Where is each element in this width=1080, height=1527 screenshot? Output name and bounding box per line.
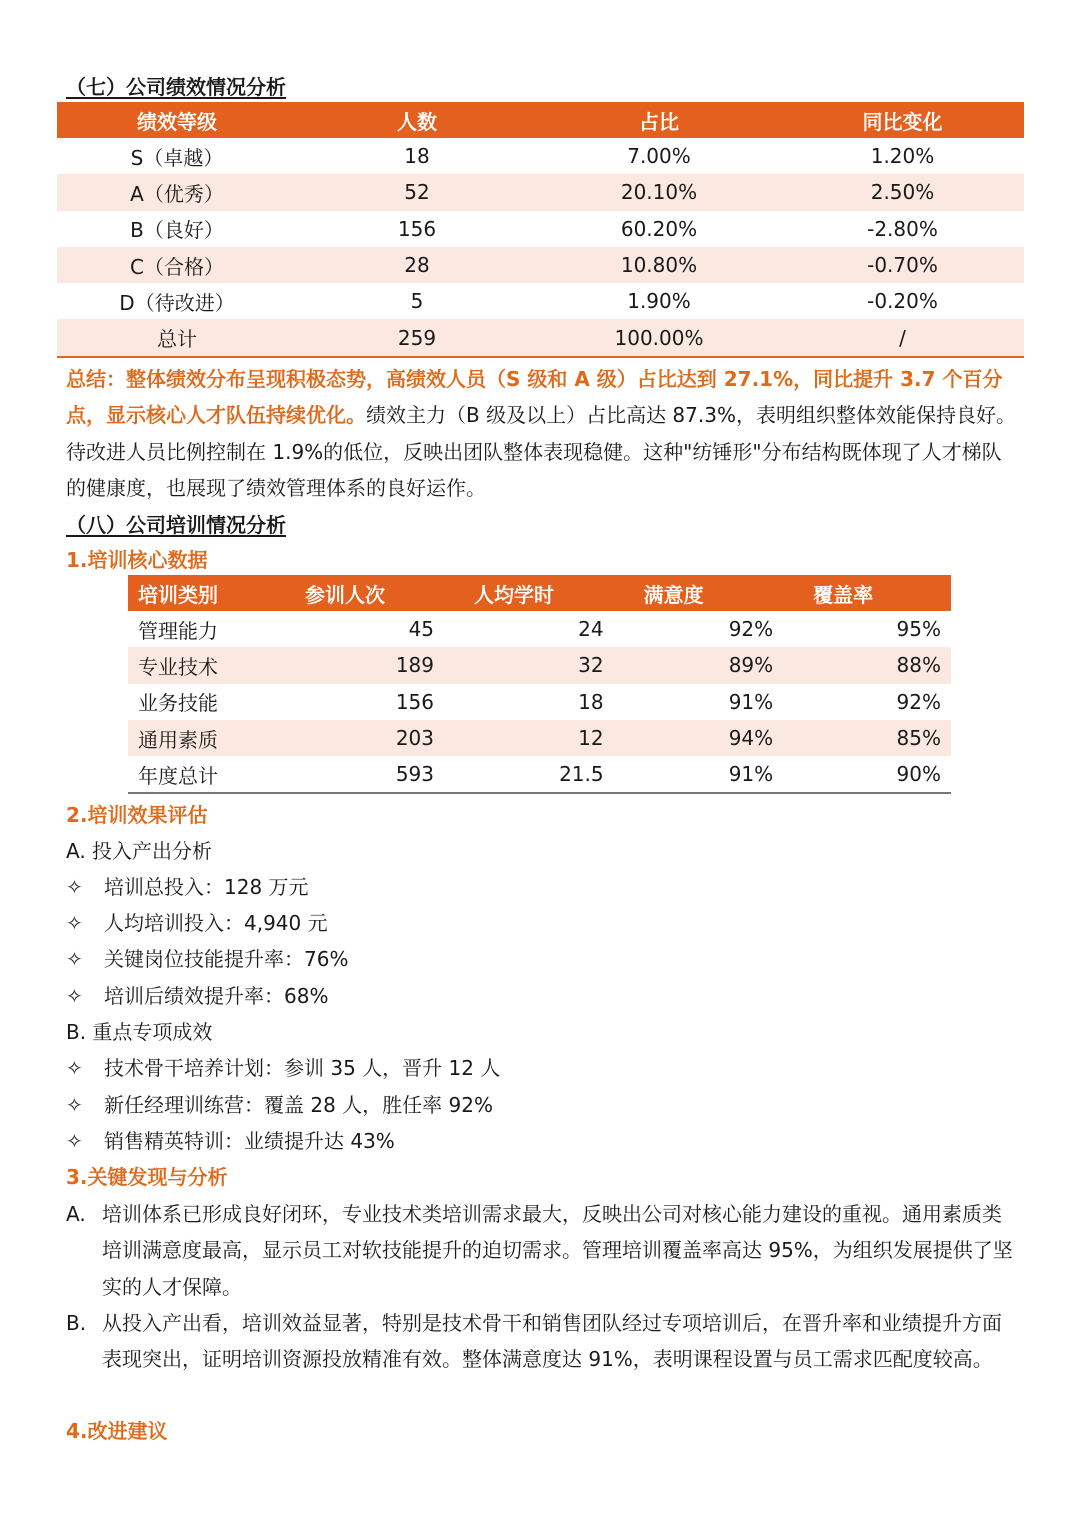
finding-b-label: B.: [66, 1311, 87, 1335]
col-category: 培训类别: [128, 575, 277, 611]
cell: 94%: [614, 720, 784, 756]
subheading-core-data: 1.培训核心数据: [66, 548, 208, 572]
table-row: [128, 684, 951, 720]
cell: 通用素质: [128, 720, 277, 756]
finding-a-text: 培训体系已形成良好闭环，专业技术类培训需求最大，反映出公司对核心能力建设的重视。通用素质类培训满意度最高，显示员工对软技能提升的迫切需求。管理培训覆盖率高达 95%，为组织发展提供了坚实的人才保障。: [102, 1202, 1013, 1299]
cell: B（良好）: [130, 218, 224, 243]
training-table: [128, 575, 951, 794]
cell: 156: [397, 216, 437, 241]
cell: 18: [578, 689, 604, 714]
cell: /: [781, 319, 1024, 356]
bullet-icon: ✧: [66, 1093, 83, 1117]
cell: -0.70%: [781, 247, 1024, 283]
cell: 85%: [783, 720, 951, 756]
cell: 5: [410, 289, 424, 314]
table-row: [57, 283, 1024, 319]
col-attendance: 参训人次: [277, 575, 444, 611]
finding-a: [66, 1196, 1016, 1305]
table-row: [128, 720, 951, 756]
cell: 21.5: [444, 756, 614, 793]
cell: 91%: [614, 756, 784, 793]
cell: 92%: [896, 689, 941, 714]
table-row: [57, 211, 1024, 247]
bullet-icon: ✧: [66, 984, 83, 1008]
section-7-title: （七）公司绩效情况分析: [66, 75, 286, 99]
cell: 89%: [614, 647, 784, 683]
list-item: ✧ 培训后绩效提升率：68%: [66, 984, 329, 1008]
cell: 88%: [783, 647, 951, 683]
table-row: [128, 611, 951, 647]
col-yoy: 同比变化: [781, 102, 1024, 138]
cell: 203: [277, 720, 444, 756]
cell: 259: [297, 319, 537, 356]
col-grade: 绩效等级: [57, 102, 297, 138]
subheading-effect-eval: 2.培训效果评估: [66, 803, 208, 827]
performance-summary: [66, 361, 1016, 507]
subheading-suggestions: 4.改进建议: [66, 1419, 168, 1443]
cell: -2.80%: [867, 216, 938, 241]
cell: 管理能力: [138, 618, 218, 643]
cell: 24: [578, 617, 604, 642]
list-item: ✧ 销售精英特训：业绩提升达 43%: [66, 1129, 395, 1153]
col-satisfaction: 满意度: [614, 575, 784, 611]
cell: 专业技术: [128, 647, 277, 683]
cell: 总计: [57, 319, 297, 356]
table-row-total: [57, 319, 1024, 356]
cell: 95%: [896, 617, 941, 642]
cell: 189: [277, 647, 444, 683]
bullet-icon: ✧: [66, 947, 83, 971]
subheading-findings: 3.关键发现与分析: [66, 1165, 228, 1189]
cell: 60.20%: [620, 216, 698, 241]
col-hours: 人均学时: [444, 575, 614, 611]
finding-a-label: A.: [66, 1202, 86, 1226]
section-8-title: （八）公司培训情况分析: [66, 513, 286, 537]
table-row: [57, 247, 1024, 283]
performance-table-header: [57, 102, 1024, 138]
table-row: [57, 138, 1024, 174]
group-b-title: B. 重点专项成效: [66, 1020, 213, 1044]
cell: A（优秀）: [57, 174, 297, 210]
finding-b-text: 从投入产出看，培训效益显著，特别是技术骨干和销售团队经过专项培训后，在晋升率和业绩提升方面表现突出，证明培训资源投放精准有效。整体满意度达 91%，表明课程设置与员工需求匹配度较高。: [102, 1311, 1002, 1372]
cell: 20.10%: [537, 174, 781, 210]
table-row: [57, 174, 1024, 210]
cell: -0.20%: [867, 289, 938, 314]
cell: D（待改进）: [119, 290, 235, 315]
col-coverage: 覆盖率: [783, 575, 951, 611]
cell: 10.80%: [537, 247, 781, 283]
cell: 年度总计: [128, 756, 277, 793]
col-share: 占比: [537, 102, 781, 138]
list-item: ✧ 关键岗位技能提升率：76%: [66, 947, 349, 971]
cell: 45: [408, 617, 435, 642]
list-item: ✧ 新任经理训练营：覆盖 28 人，胜任率 92%: [66, 1093, 493, 1117]
table-row-total: [128, 756, 951, 793]
bullet-icon: ✧: [66, 875, 83, 899]
cell: 100.00%: [537, 319, 781, 356]
bullet-icon: ✧: [66, 1056, 83, 1080]
list-item: ✧ 技术骨干培养计划：参训 35 人，晋升 12 人: [66, 1056, 501, 1080]
cell: 91%: [728, 689, 774, 714]
cell: 业务技能: [138, 691, 218, 716]
list-item: ✧ 人均培训投入：4,940 元: [66, 911, 328, 935]
finding-b: [66, 1305, 1016, 1378]
summary-highlight: 总结：整体绩效分布呈现积极态势，高绩效人员（S 级和 A 级）占比达到 27.1%，同比提升 3.7 个百分点，显示核心人才队伍持续优化。: [66, 367, 1003, 428]
bullet-icon: ✧: [66, 911, 83, 935]
performance-table: [57, 102, 1024, 358]
cell: 2.50%: [781, 174, 1024, 210]
cell: 52: [297, 174, 537, 210]
cell: 28: [297, 247, 537, 283]
bullet-icon: ✧: [66, 1129, 83, 1153]
cell: 12: [444, 720, 614, 756]
cell: 18: [404, 144, 430, 169]
cell: 92%: [728, 617, 774, 642]
cell: 156: [395, 689, 435, 714]
cell: 32: [444, 647, 614, 683]
table-row: [128, 647, 951, 683]
cell: 1.90%: [627, 289, 691, 314]
summary-text: 绩效主力（B 级及以上）占比高达 87.3%，表明组织整体效能保持良好。待改进人员比例控制在 1.9%的低位，反映出团队整体表现稳健。这种"纺锤形"分布结构既体现了人才梯队的健康度，也展现了绩效管理体系的良好运作。: [66, 403, 1016, 501]
training-table-header: [128, 575, 951, 611]
cell: 90%: [783, 756, 951, 793]
cell: C（合格）: [57, 247, 297, 283]
cell: 593: [277, 756, 444, 793]
cell: 7.00%: [627, 144, 691, 169]
cell: S（卓越）: [130, 145, 224, 170]
col-count: 人数: [297, 102, 537, 138]
list-item: ✧ 培训总投入：128 万元: [66, 875, 309, 899]
cell: 1.20%: [870, 144, 935, 169]
group-a-title: A. 投入产出分析: [66, 839, 213, 863]
